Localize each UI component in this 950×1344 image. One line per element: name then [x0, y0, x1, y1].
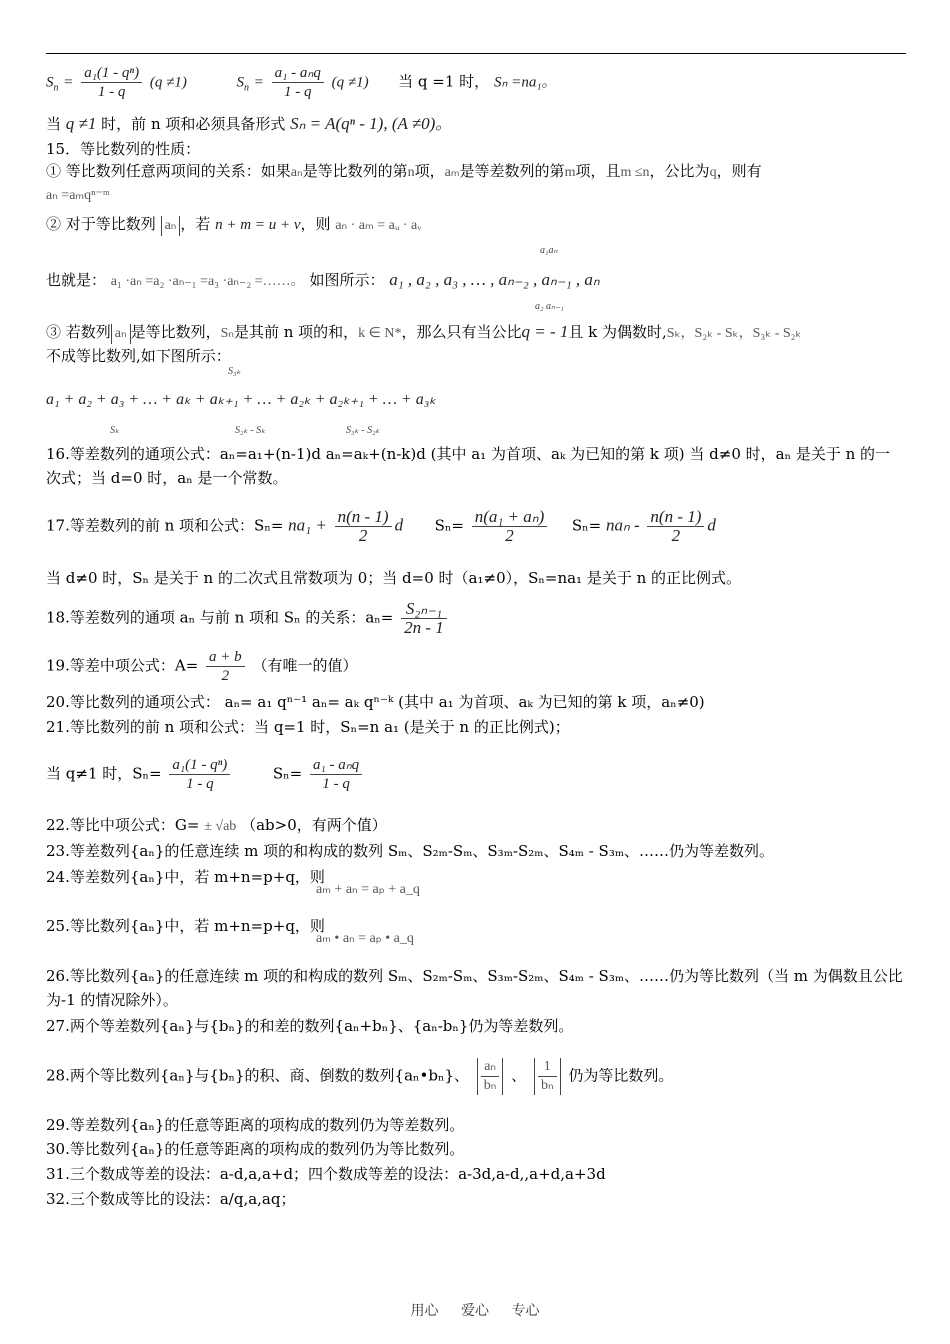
i24-a: 24.等差数列{aₙ}中，若 m+n=p+q，则: [46, 868, 325, 886]
property-1-formula: aₙ =aₘqⁿ⁻ᵐ: [46, 188, 110, 203]
property-3-line: [46, 322, 802, 344]
p2b-a: 也就是：: [46, 271, 107, 289]
p1-i: 项，且: [575, 162, 621, 180]
i28-d2: bₙ: [540, 1078, 554, 1093]
f3-text: 当 q =1 时，: [398, 72, 490, 91]
p3-f: k ∈ N*: [358, 326, 402, 341]
item-28-line: [46, 1058, 673, 1095]
i17-b3: Sₙ=: [571, 516, 602, 535]
p1-a: ① 等比数列任意两项间的关系：如果: [46, 162, 291, 180]
section-15-title: 15．等比数列的性质：: [46, 140, 201, 158]
i17-frac3: [647, 508, 704, 545]
q-form-formula: Sₙ = A(qⁿ - 1), (A ≠0)。: [290, 114, 453, 133]
i18-den: 2n - 1: [404, 618, 444, 637]
i22-b: ± √ab: [204, 819, 237, 834]
item-17-line: [46, 508, 716, 545]
i17-d3: 2: [671, 526, 681, 545]
i21b-n1: a₁(1 - qⁿ): [169, 756, 230, 775]
item-22-line: [46, 815, 387, 837]
i22-a: 22.等比中项公式：G=: [46, 816, 200, 834]
p2-e: ，则: [300, 215, 331, 233]
p3-i: 且 k 为偶数时,: [568, 323, 667, 341]
i19-frac: [206, 648, 245, 685]
page-footer: 用心 爱心 专心: [410, 1303, 540, 1319]
p2b-c: 如图所示：: [309, 271, 385, 289]
i19-num: a + b: [206, 648, 245, 667]
f2-cond: (q ≠1): [331, 74, 369, 91]
s3k-label: S₃ₖ: [228, 366, 241, 377]
item-32-line: 32.三个数成等比的设法：a/q,a,aq；: [46, 1190, 296, 1208]
item-30-line: 30.等比数列{aₙ}的任意等距离的项构成的数列仍为等比数列。: [46, 1140, 465, 1158]
p3-j: Sₖ，S₂ₖ - Sₖ，S₃ₖ - S₂ₖ: [666, 326, 802, 341]
i17-n3: n(n - 1): [647, 508, 704, 527]
item-25-line: [46, 916, 325, 936]
property-1-line: [46, 161, 762, 183]
q-form-q: q ≠1: [65, 114, 97, 133]
p1-f: aₘ: [444, 165, 460, 180]
i28-n2: 1: [538, 1058, 557, 1077]
f1-fraction: [81, 64, 142, 101]
item-16-line-a: 16.等差数列的通项公式：aₙ=a₁+(n-1)d aₙ=aₖ+(n-k)d (其中 a₁ 为首项、aₖ 为已知的第 k 项) 当 d≠0 时，aₙ 是关于 n 的一: [46, 445, 891, 463]
i28-n1: aₙ: [481, 1058, 500, 1077]
f1-sub: n: [53, 82, 59, 94]
f1-den: 1 - q: [97, 84, 126, 100]
sk-label: Sₖ: [110, 425, 120, 436]
i17-frac2: [472, 508, 547, 545]
f1-num: a₁(1 - qⁿ): [81, 64, 142, 83]
i21b-d2: 1 - q: [322, 776, 350, 792]
p2-a: ② 对于等比数列: [46, 215, 156, 233]
f2-lhs: S: [236, 74, 244, 91]
f2-num: a₁ - aₙq: [272, 64, 324, 83]
item-29-line: 29.等差数列{aₙ}的任意等距离的项构成的数列仍为等差数列。: [46, 1116, 465, 1134]
f1-cond: (q ≠1): [149, 74, 187, 91]
p3-b: aₙ: [111, 324, 131, 344]
i18-num: S₂ₙ₋₁: [401, 600, 447, 619]
p2-d: n + m = u + v: [215, 217, 301, 233]
p3-d: Sₙ: [220, 326, 234, 341]
property-3-note: 不成等比数列,如下图所示：: [46, 347, 231, 365]
property-2-example: [46, 270, 600, 292]
item-19-line: [46, 648, 357, 685]
p1-j: m ≤n: [620, 165, 650, 180]
i28-b: 仍为等比数列。: [568, 1066, 674, 1085]
p1-g: 是等差数列的第: [459, 162, 565, 180]
p1-l: q: [709, 165, 717, 180]
p1-b: aₙ: [290, 165, 303, 180]
p2-b: aₙ: [161, 216, 181, 236]
i25-a: 25.等比数列{aₙ}中，若 m+n=p+q，则: [46, 917, 325, 935]
p1-d: n: [407, 165, 415, 180]
s3k2-label: S₃ₖ - S₂ₖ: [346, 425, 380, 436]
item-26-line-a: 26.等比数列{aₙ}的任意连续 m 项的和构成的数列 Sₘ、S₂ₘ-Sₘ、S₃ₘ-S₂ₘ、S₄ₘ - S₃ₘ、……仍为等比数列（当 m 为偶数且公比: [46, 967, 903, 985]
i19-b: （有唯一的值）: [252, 656, 358, 675]
item-17-note: 当 d≠0 时，Sₙ 是关于 n 的二次式且常数项为 0；当 d=0 时（a₁≠0），Sₙ=na₁ 是关于 n 的正比例式。: [46, 569, 742, 587]
property-2-line: [46, 214, 421, 236]
header-rule: [46, 53, 906, 54]
item-26-line-b: 为-1 的情况除外）。: [46, 991, 178, 1009]
item-31-line: 31.三个数成等差的设法：a-d,a,a+d；四个数成等差的设法：a-3d,a-d,,a+d,a+3d: [46, 1165, 606, 1183]
diagram-placeholder-boxes: ￼ ￼ ￼ ￼ ￼ ￼ ￼ ￼ ￼ ￼: [455, 248, 547, 263]
p1-c: 是等比数列的第: [302, 162, 408, 180]
i17-c3: d: [707, 515, 716, 535]
f2-fraction: [272, 64, 324, 101]
i22-c: （ab>0，有两个值）: [241, 816, 387, 834]
p1-k: ，公比为: [649, 162, 710, 180]
item-21-line: 21.等比数列的前 n 项和公式：当 q=1 时，Sₙ=n a₁ (是关于 n 的正比例式)；: [46, 718, 570, 736]
p3-e: 是其前 n 项的和，: [233, 323, 359, 341]
p2-c: ，若: [180, 215, 211, 233]
i28-frac2: [534, 1058, 561, 1095]
i17-n1: n(n - 1): [335, 508, 392, 527]
i17-b2: Sₙ=: [434, 516, 464, 535]
i21b-d1: 1 - q: [186, 776, 214, 792]
i18-frac: [401, 600, 447, 637]
i21b-a: 当 q≠1 时，Sₙ=: [46, 764, 162, 783]
q-form-mid: 时，前 n 项和必须具备形式: [101, 115, 286, 133]
q-form-line: [46, 114, 452, 134]
q-form-pre: 当: [46, 115, 62, 133]
f1-eq: =: [63, 74, 74, 91]
i21b-b: Sₙ=: [272, 764, 303, 783]
item-24-formula: aₘ + aₙ = aₚ + a_q: [316, 882, 420, 897]
p3-h: q = - 1: [521, 322, 569, 341]
f2-sub: n: [243, 82, 249, 94]
p2b-d: a₁ , a₂ , a₃ , … , aₙ₋₂ , aₙ₋₁ , aₙ: [389, 270, 600, 289]
i17-d2: 2: [505, 526, 514, 545]
p2-f: aₙ · aₘ = aᵤ · aᵥ: [335, 218, 422, 233]
f2-den: 1 - q: [283, 84, 312, 100]
item-25-formula: aₘ • aₙ = aₚ • a_q: [316, 931, 414, 946]
item-24-line: [46, 867, 325, 887]
f3-formula: Sₙ =na₁。: [493, 74, 557, 91]
i21b-frac1: [169, 756, 230, 793]
p1-h: m: [564, 165, 576, 180]
p1-e: 项，: [414, 162, 445, 180]
i17-c1: d: [394, 515, 404, 535]
i17-a: 17.等差数列的前 n 项和公式：Sₙ=: [46, 516, 284, 535]
diagram-top-label: a₁aₙ: [540, 245, 558, 256]
i17-n2: n(a₁ + aₙ): [472, 508, 547, 527]
i21b-frac2: [310, 756, 362, 793]
i17-d1: 2: [358, 526, 368, 545]
i28-sep: 、: [511, 1066, 527, 1085]
p3-c: 是等比数列，: [130, 323, 221, 341]
p2b-b: a₁ ·aₙ =a₂ ·aₙ₋₁ =a₃ ·aₙ₋₂ =……。: [110, 274, 305, 289]
diagram-bottom-label: a₂ aₙ₋₁: [535, 301, 564, 312]
f1-lhs: S: [46, 74, 54, 91]
item-16-line-b: 次式；当 d=0 时，aₙ 是一个常数。: [46, 469, 288, 487]
f2-eq: =: [253, 74, 264, 91]
i17-b4: naₙ -: [605, 515, 640, 535]
p1-m: ，则有: [716, 162, 762, 180]
item-20-line: 20.等比数列的通项公式： aₙ= a₁ qⁿ⁻¹ aₙ= aₖ qⁿ⁻ᵏ (其中 a₁ 为首项、aₖ 为已知的第 k 项，aₙ≠0): [46, 693, 705, 711]
i28-frac1: [477, 1058, 504, 1095]
i18-a: 18.等差数列的通项 aₙ 与前 n 项和 Sₙ 的关系：aₙ=: [46, 608, 394, 627]
i17-frac1: [335, 508, 392, 545]
i17-b1: na₁ +: [288, 515, 327, 535]
i28-a: 28.两个等比数列{aₙ}与{bₙ}的积、商、倒数的数列{aₙ•bₙ}、: [46, 1066, 470, 1085]
property-3-sequence: a₁ + a₂ + a₃ + … + aₖ + aₖ₊₁ + … + a₂ₖ + a₂ₖ₊₁ + … + a₃ₖ: [46, 391, 437, 408]
p3-g: ，那么只有当公比: [401, 323, 522, 341]
p3-a: ③ 若数列: [46, 323, 111, 341]
i19-a: 19.等差中项公式：A=: [46, 656, 199, 675]
item-21-formula-line: [46, 756, 365, 793]
item-18-line: [46, 600, 450, 637]
sum-formula-line: [46, 64, 557, 101]
i28-d1: bₙ: [483, 1078, 497, 1093]
s2k-label: S₂ₖ - Sₖ: [235, 425, 266, 436]
i21b-n2: a₁ - aₙq: [310, 756, 362, 775]
item-23-line: 23.等差数列{aₙ}的任意连续 m 项的和构成的数列 Sₘ、S₂ₘ-Sₘ、S₃ₘ-S₂ₘ、S₄ₘ - S₃ₘ、……仍为等差数列。: [46, 842, 775, 860]
i19-den: 2: [221, 668, 230, 684]
item-27-line: 27.两个等差数列{aₙ}与{bₙ}的和差的数列{aₙ+bₙ}、{aₙ-bₙ}仍为等差数列。: [46, 1017, 574, 1035]
